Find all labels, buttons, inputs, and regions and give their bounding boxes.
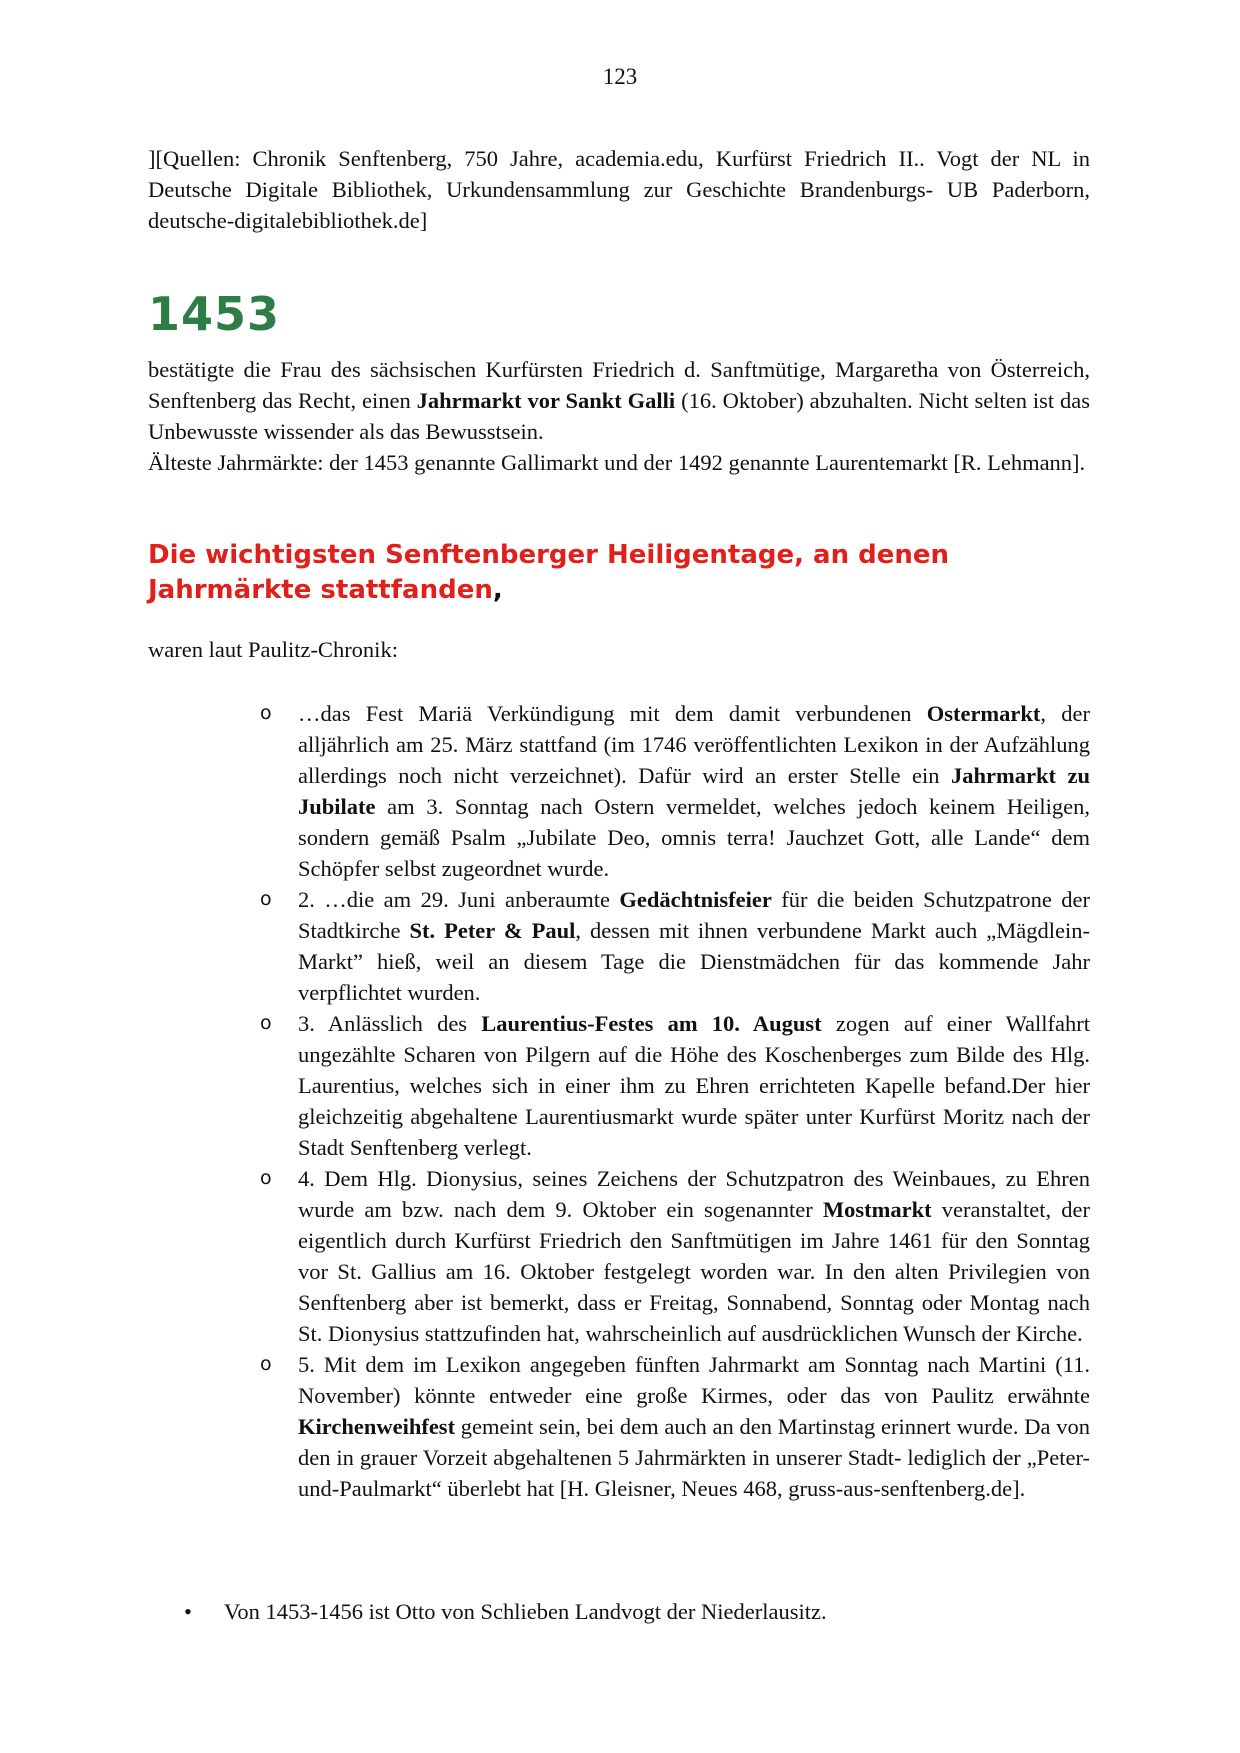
circle-bullet-icon: o	[260, 1167, 272, 1189]
item-text: zogen auf einer Wallfahrt ungezählte Scharen von Pilgern auf die Höhe des Koschenberges zum Bilde des Hlg. Laurentius, welches sich in einer ihm zu Ehren errichteten Kapelle befand.Der hier gleichzeitig abgehaltene Laurentiusmarkt wurde später unter Kurfürst Moritz nach der Stadt Senftenberg verlegt.	[298, 1011, 1090, 1160]
paragraph-text: Älteste Jahrmärkte: der 1453 genannte Gallimarkt und der 1492 genannte Laurentemarkt [R. Lehmann].	[148, 450, 1086, 475]
circle-bullet-icon: o	[260, 1012, 272, 1034]
item-text: am 3. Sonntag nach Ostern vermeldet, welches jedoch keinem Heiligen, sondern gemäß Psalm „Jubilate Deo, omnis terra! Jauchzet Gott, alle Lande“ dem Schöpfer selbst zugeordnet wurde.	[298, 794, 1090, 881]
list-item	[148, 1349, 1090, 1504]
circle-bullet-icon: o	[260, 702, 272, 724]
bullet-icon: •	[184, 1599, 192, 1624]
bold-term: Kirchenweihfest	[298, 1414, 456, 1439]
sources-paragraph: ][Quellen: Chronik Senftenberg, 750 Jahre, academia.edu, Kurfürst Friedrich II.. Vogt der NL in Deutsche Digitale Bibliothek, Urkundensammlung zur Geschichte Brandenburgs- UB Paderborn, deutsche-digitalebibliothek.de]	[148, 146, 1090, 233]
item-text: …das Fest Mariä Verkündigung mit dem damit verbundenen	[298, 701, 927, 726]
list-item	[148, 698, 1090, 884]
section-heading-comma: ,	[492, 575, 503, 605]
bold-term: St. Peter & Paul	[409, 918, 576, 943]
bold-term: Ostermarkt	[926, 701, 1041, 726]
paragraph-1453	[148, 354, 1090, 478]
heiligentage-list	[148, 698, 1090, 1504]
paragraph-text: (16. Oktober) abzuhalten. Nicht selten ist das Unbewusste wissender als das Bewusstsein.	[148, 388, 1091, 444]
item-text: veranstaltet, der eigentlich durch Kurfürst Friedrich den Sanftmütigen im Jahre 1461 für den Sonntag vor St. Gallius am 16. Oktober festgelegt worden war. In den alten Privilegien von Senftenberg aber ist bemerkt, dass er Freitag, Sonnabend, Sonntag oder Montag nach St. Dionysius stattzufinden hat, wahrscheinlich auf ausdrücklichen Wunsch der Kirche.	[298, 1197, 1090, 1346]
list-item	[148, 1163, 1090, 1349]
circle-bullet-icon: o	[260, 1353, 272, 1375]
bold-term: Mostmarkt	[822, 1197, 932, 1222]
item-text: 2. …die am 29. Juni anberaumte	[298, 887, 620, 912]
bold-term: Jahrmarkt zu Jubilate	[298, 763, 1090, 819]
circle-bullet-icon: o	[260, 888, 272, 910]
item-text: , dessen mit ihnen verbundene Markt auch „Mägdlein-Markt” hieß, weil an diesem Tage die Dienstmädchen für das kommende Jahr verpflichtet wurden.	[298, 918, 1090, 1005]
page-number: 123	[602, 64, 638, 89]
bold-term: Gedächtnisfeier	[619, 887, 772, 912]
bullet-item	[148, 1596, 1090, 1627]
intro-line: waren laut Paulitz-Chronik:	[148, 637, 398, 662]
list-item	[148, 1008, 1090, 1163]
bold-term: Laurentius-Festes am 10. August	[481, 1011, 822, 1036]
item-text: für die beiden Schutzpatrone der Stadtkirche	[298, 887, 1090, 943]
section-heading	[148, 538, 1108, 608]
bold-term: Jahrmarkt vor Sankt Galli	[416, 388, 676, 413]
item-text: 4. Dem Hlg. Dionysius, seines Zeichens der Schutzpatron des Weinbaues, zu Ehren wurde am bzw. nach dem 9. Oktober ein sogenannter	[298, 1166, 1090, 1222]
year-heading: 1453	[148, 287, 281, 341]
list-item	[148, 884, 1090, 1008]
paragraph-text: bestätigte die Frau des sächsischen Kurfürsten Friedrich d. Sanftmütige, Margaretha von Österreich, Senftenberg das Recht, einen	[148, 357, 1090, 413]
item-text: 3. Anlässlich des	[298, 1011, 482, 1036]
item-text: 5. Mit dem im Lexikon angegeben fünften Jahrmarkt am Sonntag nach Martini (11. November) könnte entweder eine große Kirmes, oder das von Paulitz erwähnte	[298, 1352, 1090, 1408]
bullet-text: Von 1453-1456 ist Otto von Schlieben Landvogt der Niederlausitz.	[224, 1599, 827, 1624]
section-heading-text: Die wichtigsten Senftenberger Heiligentage, an denen Jahrmärkte stattfanden	[148, 540, 950, 605]
item-text: , der alljährlich am 25. März stattfand (im 1746 veröffentlichten Lexikon in der Aufzählung allerdings noch nicht verzeichnet). Dafür wird an erster Stelle ein	[298, 701, 1090, 788]
item-text: gemeint sein, bei dem auch an den Martinstag erinnert wurde. Da von den in grauer Vorzeit abgehaltenen 5 Jahrmärkten in unserer Stadt- lediglich der „Peter-und-Paulmarkt“ überlebt hat [H. Gleisner, Neues 468, gruss-aus-senftenberg.de].	[298, 1414, 1090, 1501]
